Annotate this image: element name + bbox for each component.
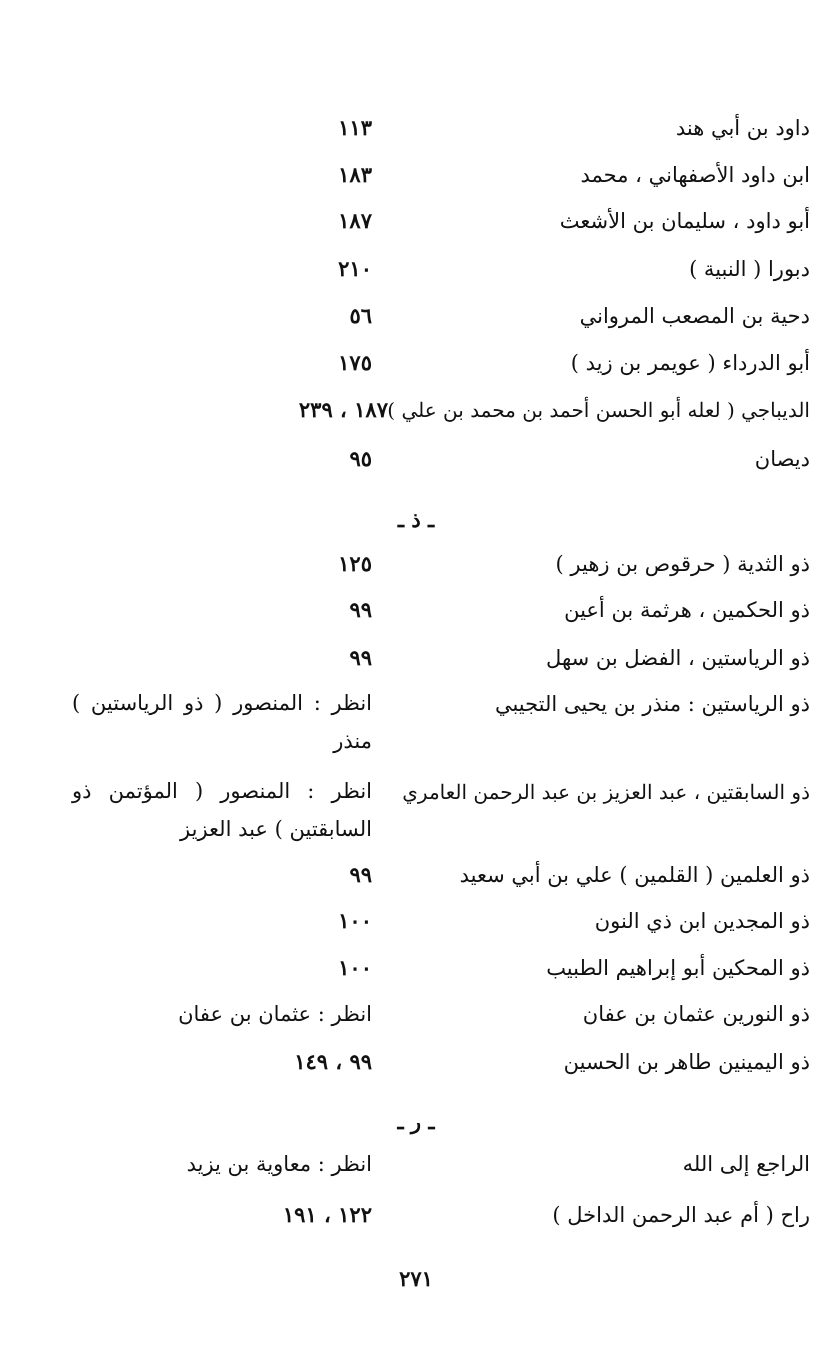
index-entry (72, 778, 810, 858)
entry-page-ref: ٥٦ (349, 303, 372, 328)
entry-name: داود بن أبي هند (675, 116, 810, 140)
entry-page-ref: ١٢٥ (338, 551, 372, 576)
entry-page-ref: ١٨٧ (338, 208, 372, 233)
entry-name: ذو المحكين أبو إبراهيم الطبيب (546, 956, 810, 980)
entry-name: ذو الرياستين ، الفضل بن سهل (546, 646, 810, 670)
entry-name: ذو اليمينين طاهر بن الحسين (563, 1050, 810, 1074)
entry-name: ذو المجدين ابن ذي النون (594, 909, 810, 933)
section-heading-ra: ـ ر ـ (397, 1109, 435, 1134)
entry-page-ref: ٩٩ (349, 862, 372, 887)
entry-name: الراجع إلى الله (682, 1152, 810, 1176)
entry-name: ذو الحكمين ، هرثمة بن أعين (564, 598, 810, 622)
entry-page-ref: ١٢٢ ، ١٩١ (282, 1202, 372, 1227)
entry-name: ديصان (754, 447, 810, 471)
entry-page-ref: ٩٩ ، ١٤٩ (294, 1049, 372, 1074)
index-entry (72, 690, 810, 770)
entry-page-ref: ١٨٣ (338, 162, 372, 187)
entry-page-ref: ٩٩ (349, 597, 372, 622)
entry-name: ابن داود الأصفهاني ، محمد (580, 163, 810, 187)
section-heading-dhal: ـ ذ ـ (397, 507, 435, 532)
entry-name: ذو الثدية ( حرقوص بن زهير ) (555, 552, 810, 576)
entry-page-ref: ١٠٠ (338, 955, 372, 980)
entry-page-ref: ١٧٥ (338, 350, 372, 375)
entry-name: دبورا ( النبية ) (689, 257, 810, 281)
entry-page-ref: ١١٣ (338, 115, 372, 140)
entry-see-reference: انظر : معاوية بن يزيد (186, 1152, 372, 1176)
entry-see-reference: انظر : المنصور ( المؤتمن ذو السابقتين ) عبد العزيز (72, 779, 372, 841)
entry-page-ref: ٢١٠ (338, 256, 372, 281)
page-number: ٢٧١ (399, 1266, 433, 1291)
entry-name: أبو داود ، سليمان بن الأشعث (559, 209, 810, 233)
entry-name: ذو العلمين ( القلمين ) علي بن أبي سعيد (459, 863, 810, 887)
entry-name: ذو النورين عثمان بن عفان (582, 1002, 810, 1026)
entry-name: راح ( أم عبد الرحمن الداخل ) (552, 1203, 810, 1227)
entry-name: أبو الدرداء ( عويمر بن زيد ) (570, 351, 810, 375)
entry-page-ref: ١٨٧ ، ٢٣٩ (298, 397, 388, 422)
entry-name: دحية بن المصعب المرواني (579, 304, 810, 328)
entry-page-ref: ٩٥ (349, 446, 372, 471)
entry-see-reference: انظر : المنصور ( ذو الرياستين ) منذر (72, 691, 372, 753)
entry-see-reference: انظر : عثمان بن عفان (178, 1002, 372, 1026)
entry-page-ref: ١٠٠ (338, 908, 372, 933)
entry-name: ذو الرياستين : منذر بن يحيى التجيبي (494, 692, 810, 716)
entry-page-ref: ٩٩ (349, 645, 372, 670)
entry-name: ذو السابقتين ، عبد العزيز بن عبد الرحمن العامري (402, 780, 810, 804)
entry-name: الديباجي ( لعله أبو الحسن أحمد بن محمد بن علي ) (387, 398, 810, 422)
